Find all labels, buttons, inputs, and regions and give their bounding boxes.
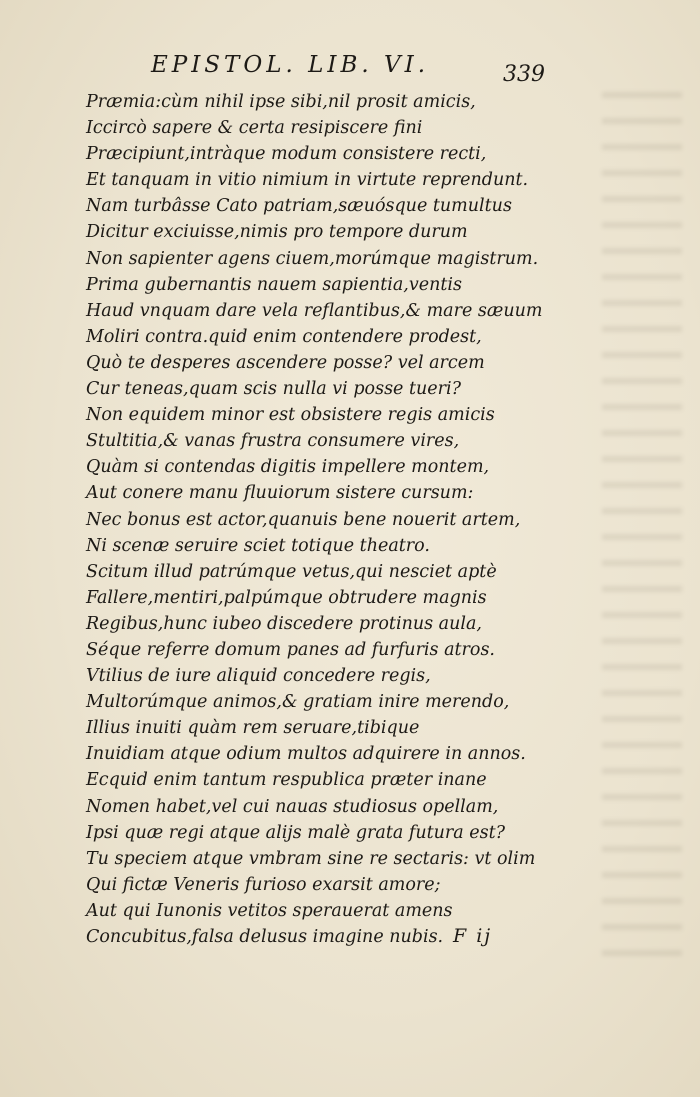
verse-line: Ipsi quæ regi atque alijs malè grata futura est?: [86, 822, 506, 843]
verse-line: Prima gubernantis nauem sapientia,ventis: [86, 274, 462, 295]
verse-line: Præmia:cùm nihil ipse sibi,nil prosit amicis,: [86, 92, 476, 112]
page-number: 339: [503, 62, 545, 87]
verse-line: Vtilius de iure aliquid concedere regis,: [86, 666, 431, 687]
verse-line: Aut conere manu fluuiorum sistere cursum:: [86, 483, 474, 504]
verse-line: Haud vnquam dare vela reflantibus,& mare sæuum: [86, 300, 543, 321]
verse-line: Scitum illud patrúmque vetus,qui nesciet aptè: [86, 561, 497, 582]
verse-line: Dicitur exciuisse,nimis pro tempore durum: [86, 222, 468, 243]
verse-line: Moliri contra.quid enim contendere prodest,: [86, 326, 482, 347]
verse-line: Aut qui Iunonis vetitos sperauerat amens: [86, 900, 453, 921]
verse-line: Quò te desperes ascendere posse? vel arcem: [86, 352, 485, 373]
verse-line: Non sapienter agens ciuem,morúmque magistrum.: [86, 248, 539, 269]
verse-line: Ecquid enim tantum respublica præter inane: [86, 770, 487, 791]
verse-line: Inuidiam atque odium multos adquirere in annos.: [86, 744, 526, 765]
verse-line: Séque referre domum panes ad furfuris atros.: [86, 639, 495, 660]
verse-line: Stultitia,& vanas frustra consumere vires,: [86, 431, 460, 452]
verse-line: Nec bonus est actor,quanuis bene nouerit artem,: [86, 509, 521, 530]
verse-line: Non equidem minor est obsistere regis amicis: [86, 405, 495, 426]
verse-line: Nam turbâsse Cato patriam,sæuósque tumultus: [86, 196, 512, 217]
verse-line: Illius inuiti quàm rem seruare,tibique: [86, 718, 420, 739]
verse-line: Quàm si contendas digitis impellere montem,: [86, 457, 490, 478]
signature-mark: F ij: [453, 925, 493, 947]
show-through-text: [602, 78, 682, 958]
verse-line: Et tanquam in vitio nimium in virtute reprendunt.: [86, 170, 529, 191]
verse-line: Concubitus,falsa delusus imagine nubis.: [86, 927, 444, 947]
verse-line: Nomen habet,vel cui nauas studiosus opellam,: [86, 796, 499, 817]
verse-line: Qui fictæ Veneris furioso exarsit amore;: [86, 874, 441, 895]
running-head: EPISTOL. LIB. VI.: [150, 52, 430, 78]
verse-line: Multorúmque animos,& gratiam inire merendo,: [86, 692, 510, 713]
verse-line: Ni scenæ seruire sciet totique theatro.: [86, 535, 430, 556]
verse-line: Fallere,mentiri,palpúmque obtrudere magnis: [86, 587, 487, 608]
verse-block: [86, 89, 543, 950]
verse-line: Tu speciem atque vmbram sine re sectaris: vt olim: [86, 848, 536, 869]
verse-line: Præcipiunt,intràque modum consistere recti,: [86, 144, 487, 165]
verse-line: Iccircò sapere & certa resipiscere fini: [86, 118, 423, 139]
verse-line: Cur teneas,quam scis nulla vi posse tueri?: [86, 379, 461, 400]
verse-line: Regibus,hunc iubeo discedere protinus aula,: [86, 613, 482, 634]
